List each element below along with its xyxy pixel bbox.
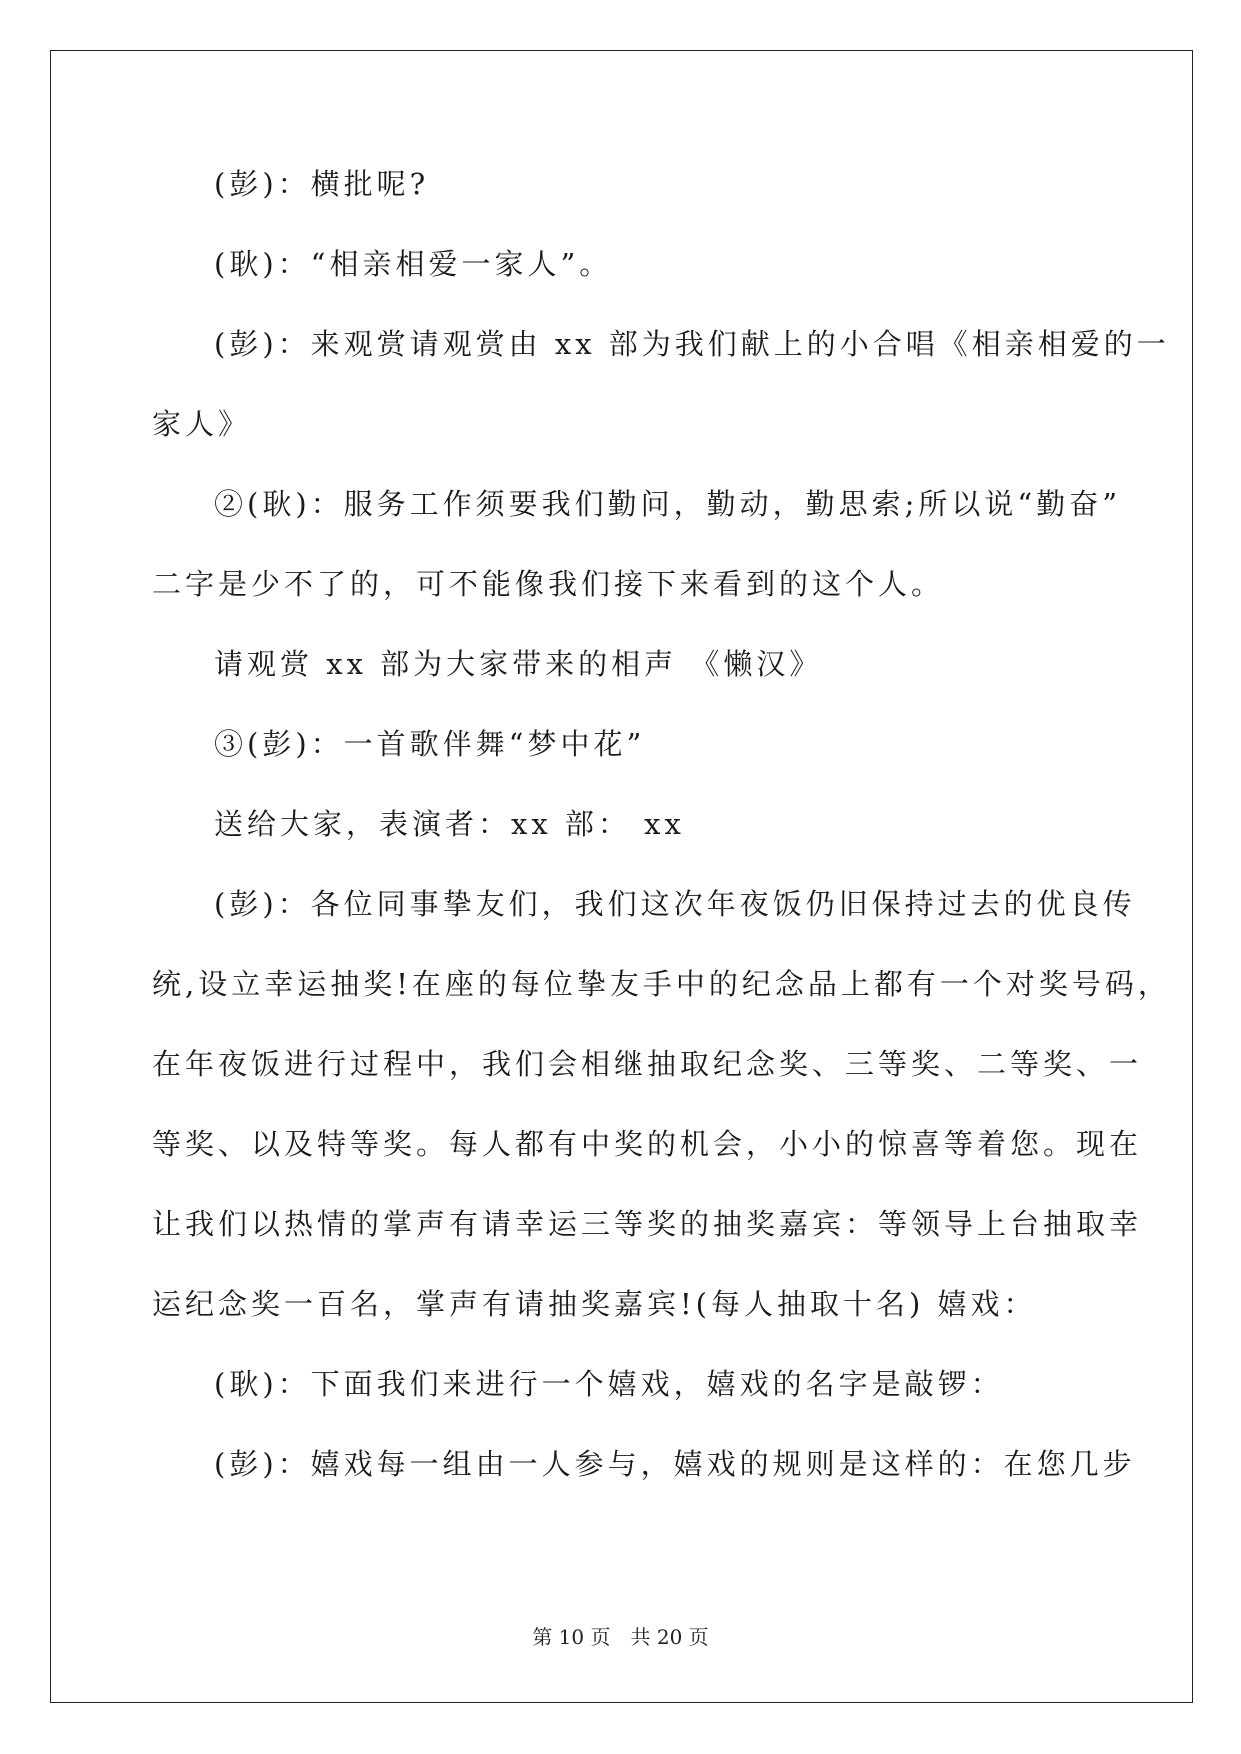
paragraph-line: (彭)：各位同事挚友们，我们这次年夜饭仍旧保持过去的优良传 [214,887,1136,921]
paragraph-line: 家人》 [152,407,252,441]
paragraph-line: (耿)：下面我们来进行一个嬉戏，嬉戏的名字是敲锣： [214,1367,1004,1401]
paragraph-line: 请观赏 xx 部为大家带来的相声 《懒汉》 [214,647,823,681]
paragraph-line: 等奖、以及特等奖。每人都有中奖的机会，小小的惊喜等着您。现在 [152,1127,1143,1161]
page-number-footer: 第 10 页 共 20 页 [532,1625,709,1649]
paragraph-line: (彭)：嬉戏每一组由一人参与，嬉戏的规则是这样的：在您几步 [214,1447,1136,1481]
paragraph-line: 让我们以热情的掌声有请幸运三等奖的抽奖嘉宾：等领导上台抽取幸 [152,1207,1143,1241]
paragraph-line: ②(耿)：服务工作须要我们勤问，勤动，勤思索;所以说“勤奋” [214,487,1122,521]
paragraph-line: 在年夜饭进行过程中，我们会相继抽取纪念奖、三等奖、二等奖、一 [152,1047,1143,1081]
paragraph-line: 送给大家，表演者：xx 部： xx [214,807,685,841]
paragraph-line: (彭)：来观赏请观赏由 xx 部为我们献上的小合唱《相亲相爱的一 [214,327,1170,361]
paragraph-line: (彭)：横批呢? [214,167,430,201]
paragraph-line: 二字是少不了的，可不能像我们接下来看到的这个人。 [152,567,945,601]
paragraph-line: 统,设立幸运抽奖!在座的每位挚友手中的纪念品上都有一个对奖号码， [152,967,1171,1001]
paragraph-line: (耿)：“相亲相爱一家人”。 [214,247,613,281]
paragraph-line: ③(彭)：一首歌伴舞“梦中花” [214,727,646,761]
paragraph-line: 运纪念奖一百名，掌声有请抽奖嘉宾!(每人抽取十名) 嬉戏： [152,1287,1037,1321]
